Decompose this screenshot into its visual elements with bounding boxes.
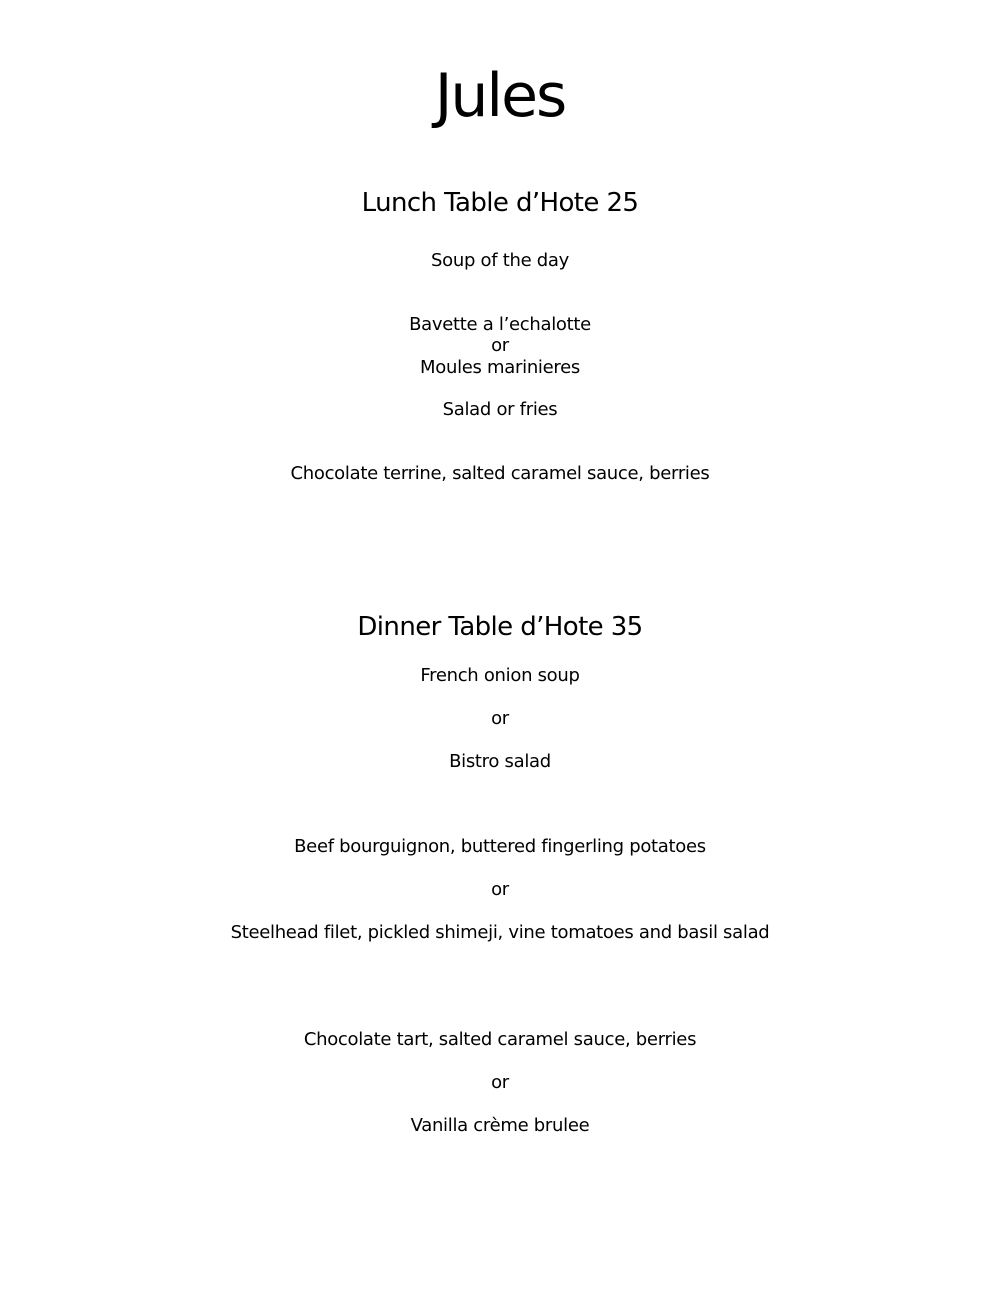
- lunch-heading: Lunch Table d’Hote 25: [361, 188, 639, 218]
- restaurant-name: Jules: [434, 61, 566, 131]
- lunch-dessert: Chocolate terrine, salted caramel sauce, berries: [290, 463, 710, 484]
- dinner-dessert-option-1: Chocolate tart, salted caramel sauce, berries: [303, 1029, 697, 1050]
- dinner-dessert-option-2: Vanilla crème brulee: [410, 1115, 590, 1136]
- dinner-heading: Dinner Table d’Hote 35: [357, 612, 643, 642]
- lunch-main-option-1: Bavette a l’echalotte: [409, 314, 591, 335]
- dinner-main-or: or: [491, 879, 509, 900]
- dinner-main-option-1: Beef bourguignon, buttered fingerling potatoes: [294, 836, 706, 857]
- dinner-starter-option-2: Bistro salad: [449, 751, 551, 772]
- lunch-main-option-2: Moules marinieres: [420, 357, 580, 378]
- dinner-starter-or: or: [491, 708, 509, 729]
- lunch-main-or: or: [491, 335, 509, 356]
- dinner-starter-option-1: French onion soup: [420, 665, 580, 686]
- dinner-main-option-2: Steelhead filet, pickled shimeji, vine tomatoes and basil salad: [230, 922, 770, 943]
- dinner-dessert-or: or: [491, 1072, 509, 1093]
- lunch-soup: Soup of the day: [431, 250, 569, 271]
- lunch-side: Salad or fries: [442, 399, 558, 420]
